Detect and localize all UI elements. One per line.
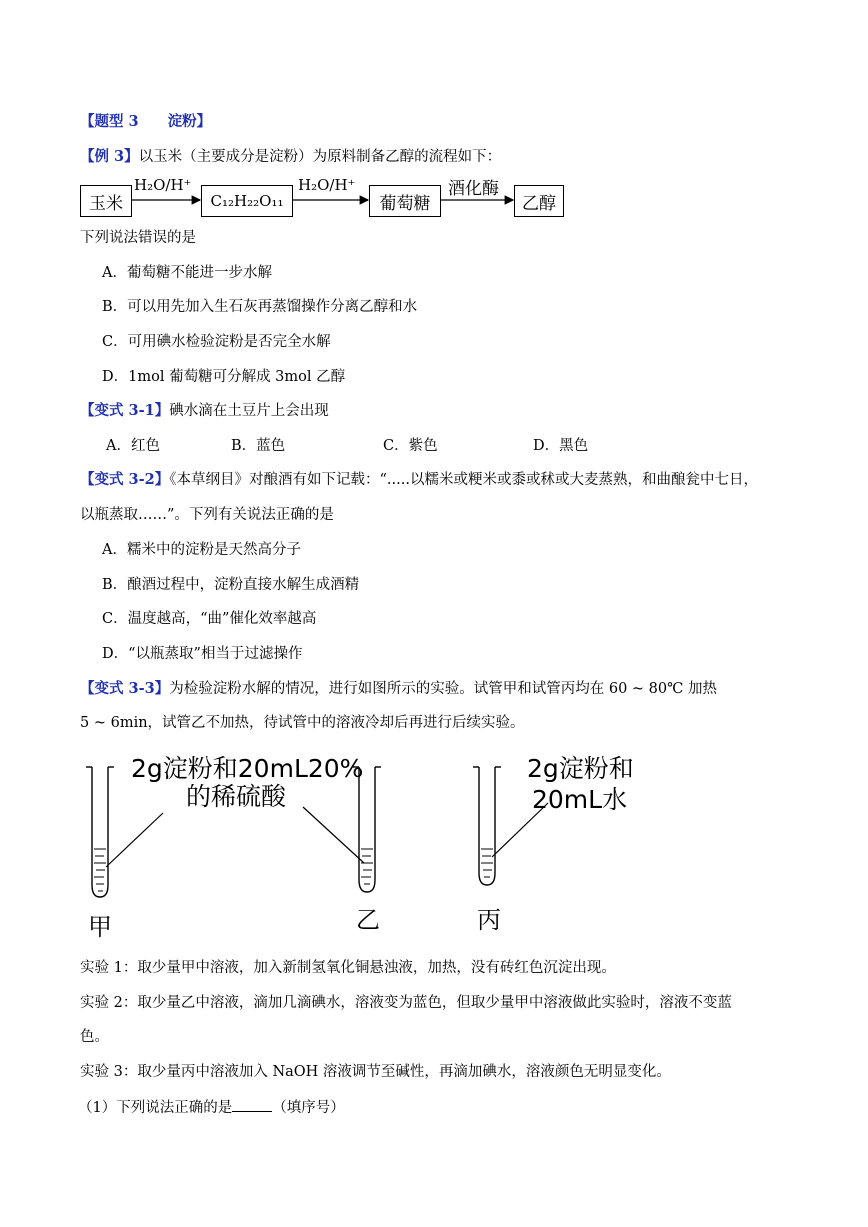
example-3-option-c: C．可用碘水检验淀粉是否完全水解 [102, 334, 331, 350]
tube-label-1: 甲 [88, 913, 112, 941]
variant-3-1: 【变式 3-1】碘水滴在土豆片上会出现 [80, 402, 329, 419]
example-3-option-b: B．可以用先加入生石灰再蒸馏操作分离乙醇和水 [102, 299, 418, 315]
variant-3-1-option-a: A．红色 [106, 438, 160, 454]
variant-3-3-text1: 【变式 3-3】为检验淀粉水解的情况，进行如图所示的实验。试管甲和试管丙均在 60 ~ 80℃ 加热 [80, 680, 717, 697]
figure-label-water-line2: 20mL水 [532, 785, 628, 814]
example-3-option-d: D．1mol 葡萄糖可分解成 3mol 乙醇 [102, 369, 346, 385]
test-tube-figure [0, 745, 868, 945]
flow-box-glucose: 葡萄糖 [369, 185, 441, 217]
section-title: 【题型 3 淀粉】 [80, 113, 212, 130]
example-3-label: 【例 3】 [80, 148, 139, 165]
flow-arrows [0, 0, 868, 240]
figure-label-water-line1: 2g淀粉和 [527, 754, 634, 783]
experiment-2-line1: 实验 2：取少量乙中溶液，滴加几滴碘水，溶液变为蓝色，但取少量甲中溶液做此实验时，溶液不变蓝 [80, 995, 732, 1011]
example-3-option-a: A．葡萄糖不能进一步水解 [102, 265, 272, 281]
tube-label-3: 丙 [477, 906, 501, 934]
variant-3-2-label: 【变式 3-2】 [80, 471, 170, 488]
experiment-2-line2: 色。 [80, 1029, 109, 1045]
variant-3-2-text2: 以瓶蒸取……”。下列有关说法正确的是 [80, 507, 334, 523]
flow-box-disaccharide: C₁₂H₂₂O₁₁ [201, 185, 293, 217]
variant-3-1-option-b: B．蓝色 [231, 438, 286, 454]
variant-3-3-text2: 5 ~ 6min，试管乙不加热，待试管中的溶液冷却后再进行后续实验。 [80, 715, 525, 731]
variant-3-1-label: 【变式 3-1】 [80, 402, 170, 419]
answer-blank[interactable] [232, 1097, 272, 1112]
example-3-intro: 【例 3】以玉米（主要成分是淀粉）为原料制备乙醇的流程如下： [80, 148, 502, 165]
test-tube-1 [86, 767, 163, 897]
flow-arrow3-label: 酒化酶 [448, 179, 499, 199]
variant-3-1-option-d: D．黑色 [533, 438, 589, 454]
flow-box-ethanol: 乙醇 [514, 185, 564, 217]
variant-3-2-option-c: C．温度越高，“曲”催化效率越高 [102, 611, 317, 627]
figure-label-acid-line1: 2g淀粉和20mL20% [131, 754, 364, 783]
example-3-question: 下列说法错误的是 [80, 230, 196, 246]
variant-3-2-option-d: D．“以瓶蒸取”相当于过滤操作 [102, 646, 303, 662]
variant-3-2-text1: 【变式 3-2】《本草纲目》对酿酒有如下记载：“.....以糯米或粳米或黍或秫或大麦蒸熟，和曲酿瓮中七日， [80, 471, 758, 488]
figure-label-acid-line2: 的稀硫酸 [186, 782, 287, 811]
variant-3-1-option-c: C．紫色 [383, 438, 438, 454]
question-1: （1）下列说法正确的是 （填序号） [78, 1097, 345, 1118]
variant-3-3-label: 【变式 3-3】 [80, 680, 170, 697]
experiment-1: 实验 1：取少量甲中溶液，加入新制氢氧化铜悬浊液，加热，没有砖红色沉淀出现。 [80, 960, 616, 976]
tube-label-2: 乙 [356, 906, 380, 934]
flow-arrow2-label: H₂O/H⁺ [298, 176, 356, 194]
test-tube-2 [303, 767, 381, 892]
flow-arrow1-label: H₂O/H⁺ [134, 176, 192, 194]
variant-3-2-option-a: A．糯米中的淀粉是天然高分子 [102, 542, 301, 558]
variant-3-2-option-b: B．酿酒过程中，淀粉直接水解生成酒精 [102, 577, 360, 593]
experiment-3: 实验 3：取少量丙中溶液加入 NaOH 溶液调节至碱性，再滴加碘水，溶液颜色无明显变化。 [80, 1064, 671, 1080]
flow-box-corn: 玉米 [80, 185, 132, 217]
